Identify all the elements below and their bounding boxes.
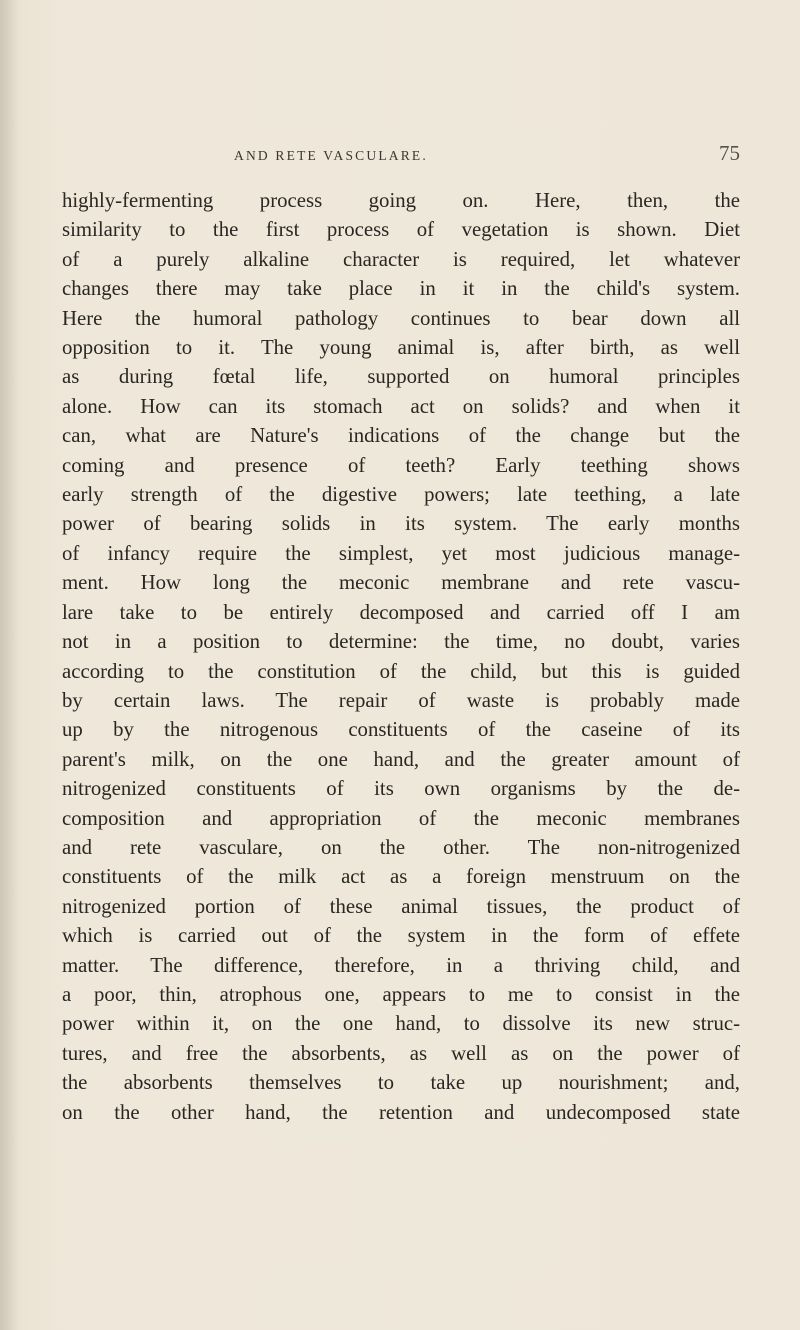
text-line: early strength of the digestive powers; late teething, a late (62, 483, 740, 507)
page-gutter-shadow (0, 0, 18, 1330)
text-line: parent's milk, on the one hand, and the greater amount of (62, 747, 740, 771)
text-line: on the other hand, the retention and undecomposed state (62, 1100, 740, 1124)
text-line: opposition to it. The young animal is, after birth, as well (62, 336, 740, 360)
text-line: lare take to be entirely decomposed and carried off I am (62, 600, 740, 624)
running-head (180, 141, 740, 174)
text-line: similarity to the first process of vegetation is shown. Diet (62, 218, 740, 242)
text-line: nitrogenized constituents of its own organisms by the de- (62, 777, 740, 801)
text-line: coming and presence of teeth? Early teething shows (62, 453, 740, 477)
text-line: a poor, thin, atrophous one, appears to me to consist in the (62, 982, 740, 1006)
text-line: which is carried out of the system in the form of effete (62, 924, 740, 948)
text-line: not in a position to determine: the time, no doubt, varies (62, 630, 740, 654)
text-line: of a purely alkaline character is required, let whatever (62, 247, 740, 271)
text-line: up by the nitrogenous constituents of the caseine of its (62, 718, 740, 742)
text-line: and rete vasculare, on the other. The non-nitrogenized (62, 835, 740, 859)
text-line: highly-fermenting process going on. Here, then, the (62, 189, 740, 212)
text-line: changes there may take place in it in the child's system. (62, 277, 740, 301)
text-line: ment. How long the meconic membrane and rete vascu- (62, 571, 740, 595)
body-paragraph (62, 186, 740, 1127)
text-line: nitrogenized portion of these animal tissues, the product of (62, 894, 740, 918)
text-line: power of bearing solids in its system. The early months (62, 512, 740, 536)
running-title: AND RETE VASCULARE. (234, 148, 428, 163)
text-line: alone. How can its stomach act on solids? and when it (62, 394, 740, 418)
text-line: Here the humoral pathology continues to bear down all (62, 306, 740, 330)
text-line: of infancy require the simplest, yet most judicious manage- (62, 541, 740, 565)
text-line: composition and appropriation of the meconic membranes (62, 806, 740, 830)
text-line: according to the constitution of the child, but this is guided (62, 659, 740, 683)
text-line: the absorbents themselves to take up nourishment; and, (62, 1071, 740, 1095)
text-line: power within it, on the one hand, to dissolve its new struc- (62, 1012, 740, 1036)
text-line: matter. The difference, therefore, in a thriving child, and (62, 953, 740, 977)
text-line: tures, and free the absorbents, as well as on the power of (62, 1041, 740, 1065)
text-line: as during fœtal life, supported on humoral principles (62, 365, 740, 389)
text-line: can, what are Nature's indications of the change but the (62, 424, 740, 448)
text-line: by certain laws. The repair of waste is probably made (62, 688, 740, 712)
page-number: 75 (719, 141, 740, 165)
text-line: constituents of the milk act as a foreign menstruum on the (62, 865, 740, 889)
